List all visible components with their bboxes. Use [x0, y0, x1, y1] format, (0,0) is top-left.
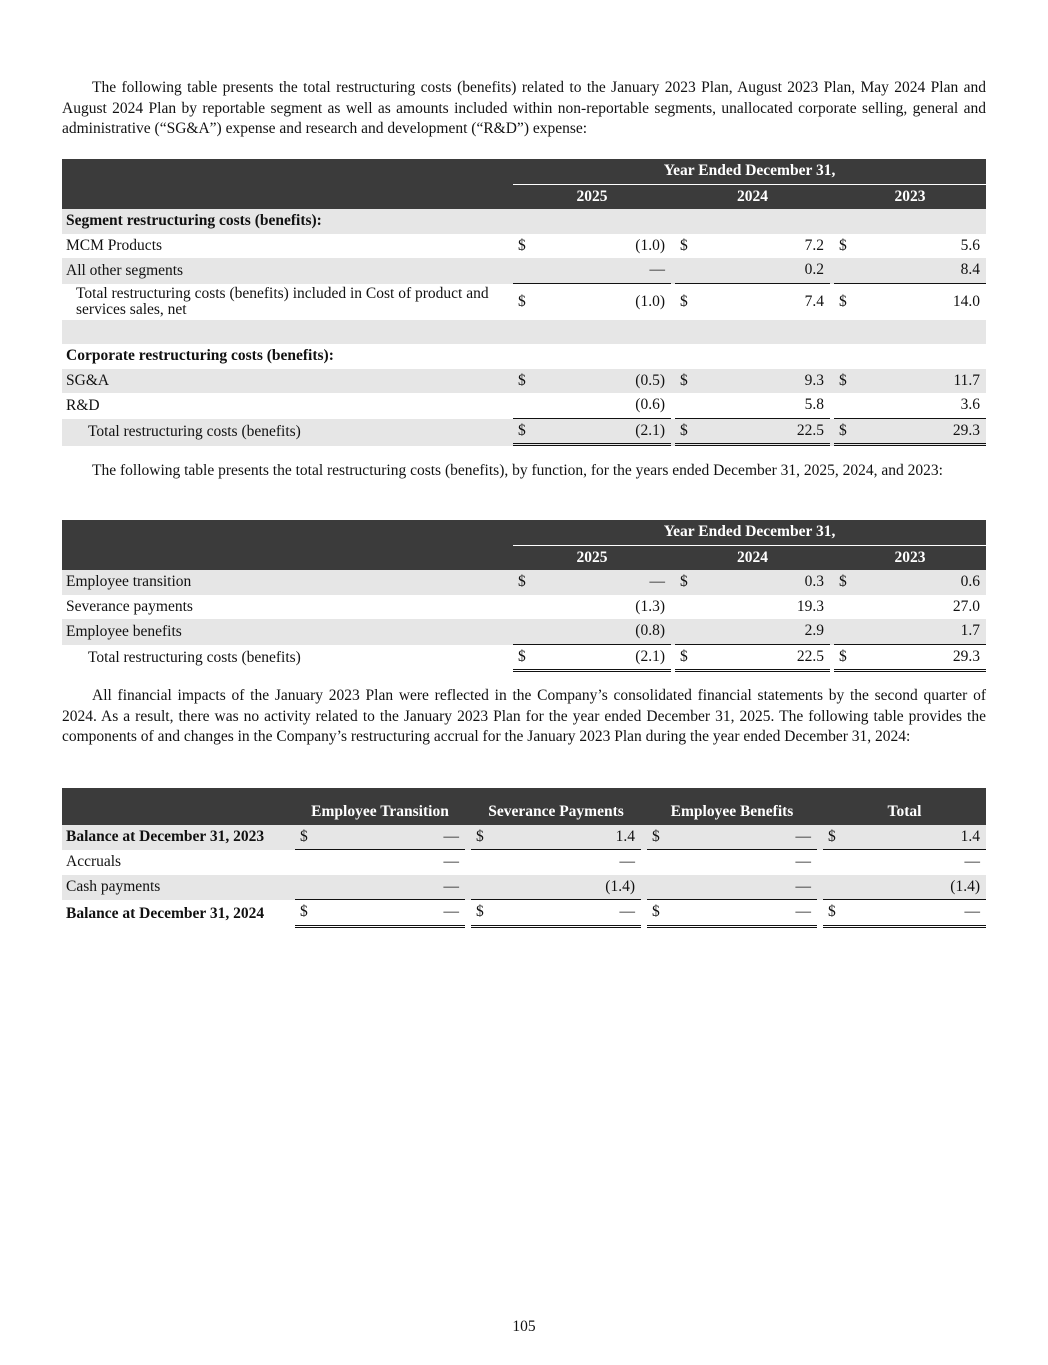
year-2024-header: 2024 — [675, 546, 830, 571]
section-segment-heading: Segment restructuring costs (benefits): — [62, 209, 986, 234]
section-corporate-heading: Corporate restructuring costs (benefits): — [66, 347, 334, 365]
year-2023-header: 2023 — [834, 546, 986, 571]
page-number: 105 — [512, 1318, 536, 1335]
restructuring-accrual-table — [62, 788, 986, 928]
restructuring-by-function-table — [62, 520, 986, 672]
table-row: Employee transition $ — $ 0.3 $ 0.6 — [62, 570, 986, 595]
table-row: Severance payments (1.3) 19.3 27.0 — [66, 597, 981, 615]
table-row-balance-2023: Balance at December 31, 2023 $ — $ 1.4 $ — $ 1.4 — [62, 825, 986, 851]
year-2023-header: 2023 — [834, 185, 986, 210]
table-row-balance-2024: Balance at December 31, 2024 $ — $ — $ — $ — — [62, 900, 986, 928]
total-header: Total — [823, 800, 986, 825]
employee-benefits-header: Employee Benefits — [647, 800, 817, 825]
severance-payments-header: Severance Payments — [471, 800, 641, 825]
employee-transition-header: Employee Transition — [295, 800, 465, 825]
table-row: R&D (0.6) 5.8 3.6 — [62, 393, 986, 419]
year-2025-header: 2025 — [513, 185, 671, 210]
table-row: Accruals — — — — — [66, 853, 980, 871]
year-ended-header: Year Ended December 31, — [513, 520, 986, 546]
table-row-total: Total restructuring costs (benefits) $ (2.1) $ 22.5 $ 29.3 — [62, 645, 986, 673]
table-row: SG&A $ (0.5) $ 9.3 $ 11.7 — [62, 369, 986, 394]
year-2024-header: 2024 — [675, 185, 830, 210]
table-row-total-cost-of-sales: Total restructuring costs (benefits) included in Cost of product and services sales, net $ (1.0) $ 7.4 $ 14.0 — [76, 284, 981, 318]
intro-paragraph-3: All financial impacts of the January 2023 Plan were reflected in the Company’s consolidated financial statements by the second quarter of 2024. As a result, there was no activity related to the January 2023 Plan for the year ended December 31, 2025. The following table provides the components of and changes in the Company’s restructuring accrual for the January 2023 Plan during the year ended December 31, 2024: — [62, 687, 986, 745]
year-2025-header: 2025 — [513, 546, 671, 571]
table-row: Cash payments — (1.4) — (1.4) — [62, 875, 986, 901]
table-row-total: Total restructuring costs (benefits) $ (2.1) $ 22.5 $ 29.3 — [62, 419, 986, 447]
table-row: MCM Products $ (1.0) $ 7.2 $ 5.6 — [66, 236, 981, 254]
intro-paragraph-2: The following table presents the total restructuring costs (benefits), by function, for the years ended December 31, 2025, 2024, and 2023: — [92, 462, 943, 479]
restructuring-by-segment-table — [62, 159, 986, 446]
year-ended-header: Year Ended December 31, — [513, 159, 986, 185]
table-row: All other segments — 0.2 8.4 — [62, 258, 986, 284]
intro-paragraph-1: The following table presents the total restructuring costs (benefits) related to the January 2023 Plan, August 2023 Plan, May 2024 Plan and August 2024 Plan by reportable segment as well as amounts included within non-reportable segments, unallocated corporate selling, general and administrative (“SG&A”) expense and research and development (“R&D”) expense: — [62, 79, 986, 137]
table-row: Employee benefits (0.8) 2.9 1.7 — [62, 619, 986, 645]
